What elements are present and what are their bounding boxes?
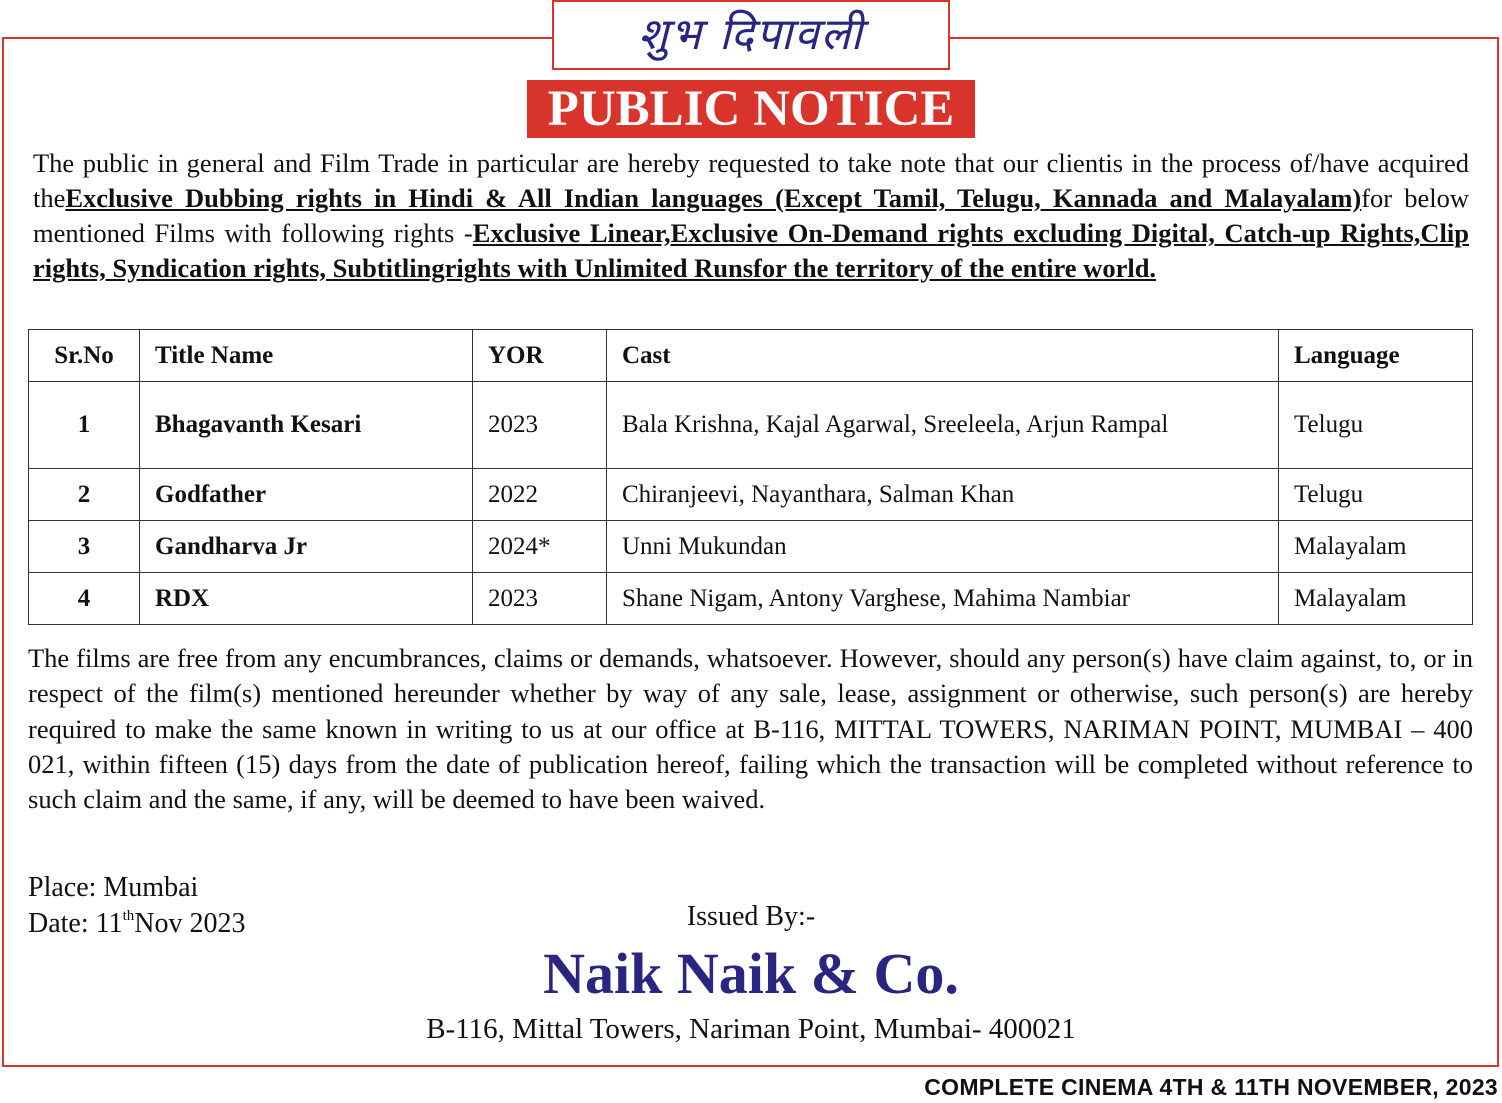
- cell-title: Bhagavanth Kesari: [140, 382, 473, 469]
- cell-yor: 2022: [473, 469, 607, 521]
- cell-language: Malayalam: [1279, 521, 1473, 573]
- greeting-text: शुभ दिपावली: [638, 9, 864, 60]
- cell-title: Godfather: [140, 469, 473, 521]
- table-header-row: [29, 330, 1473, 382]
- intro-rights-2: Exclusive Linear,Exclusive On-Demand rights excluding Digital, Catch-up Rights,Clip rights, Syndication rights, Subtitlingrights with Unlimited Runsfor the territory of the entire world.: [33, 218, 1469, 283]
- intro-text-1: The public in general and Film Trade in particular are hereby requested to take note that our clientis in the process of/have acquired the: [33, 148, 1469, 213]
- table-row: [29, 573, 1473, 625]
- issuer-name: Naik Naik & Co.: [543, 941, 959, 1006]
- date-rest: Nov 2023: [134, 908, 246, 939]
- cell-language: Telugu: [1279, 469, 1473, 521]
- table-row: [29, 469, 1473, 521]
- cell-sr-no: 1: [29, 382, 140, 469]
- publication-footer: COMPLETE CINEMA 4TH & 11TH NOVEMBER, 2023: [924, 1074, 1498, 1100]
- intro-text-2: for below mentioned Films with following rights -: [33, 183, 1469, 248]
- table-row: [29, 382, 1473, 469]
- place-line: Place: Mumbai: [28, 872, 199, 903]
- greeting-badge: [552, 0, 950, 70]
- cell-cast: Unni Mukundan: [607, 521, 1279, 573]
- cell-cast: Shane Nigam, Antony Varghese, Mahima Nambiar: [607, 573, 1279, 625]
- header-sr-no: Sr.No: [29, 330, 140, 382]
- notice-title: PUBLIC NOTICE: [527, 80, 975, 138]
- header-language: Language: [1279, 330, 1473, 382]
- cell-title: Gandharva Jr: [140, 521, 473, 573]
- cell-title: RDX: [140, 573, 473, 625]
- cell-language: Malayalam: [1279, 573, 1473, 625]
- cell-yor: 2023: [473, 382, 607, 469]
- cell-sr-no: 4: [29, 573, 140, 625]
- claims-paragraph: The films are free from any encumbrances, claims or demands, whatsoever. However, should any person(s) have claim against, to, or in respect of the film(s) mentioned hereunder whether by way of any sale, lease, assignment or otherwise, such person(s) are hereby required to make the same known in writing to us at our office at B-116, MITTAL TOWERS, NARIMAN POINT, MUMBAI – 400 021, within fifteen (15) days from the date of publication hereof, failing which the transaction will be completed without reference to such claim and the same, if any, will be deemed to have been waived.: [28, 643, 1473, 815]
- header-cast: Cast: [607, 330, 1279, 382]
- cell-language: Telugu: [1279, 382, 1473, 469]
- intro-paragraph: [33, 146, 1469, 286]
- date-ordinal: th: [122, 908, 135, 924]
- header-title-name: Title Name: [140, 330, 473, 382]
- issuer-address: B-116, Mittal Towers, Nariman Point, Mumbai- 400021: [426, 1013, 1076, 1045]
- films-table: [28, 329, 1473, 625]
- cell-yor: 2023: [473, 573, 607, 625]
- header-yor: YOR: [473, 330, 607, 382]
- date-prefix: Date: 11: [28, 908, 123, 939]
- cell-yor: 2024*: [473, 521, 607, 573]
- cell-sr-no: 3: [29, 521, 140, 573]
- table-row: [29, 521, 1473, 573]
- cell-sr-no: 2: [29, 469, 140, 521]
- cell-cast: Bala Krishna, Kajal Agarwal, Sreeleela, Arjun Rampal: [607, 382, 1279, 469]
- intro-rights-1: Exclusive Dubbing rights in Hindi & All Indian languages (Except Tamil, Telugu, Kannada and Malayalam): [65, 183, 1362, 213]
- cell-cast: Chiranjeevi, Nayanthara, Salman Khan: [607, 469, 1279, 521]
- issued-by-label: Issued By:-: [686, 901, 816, 932]
